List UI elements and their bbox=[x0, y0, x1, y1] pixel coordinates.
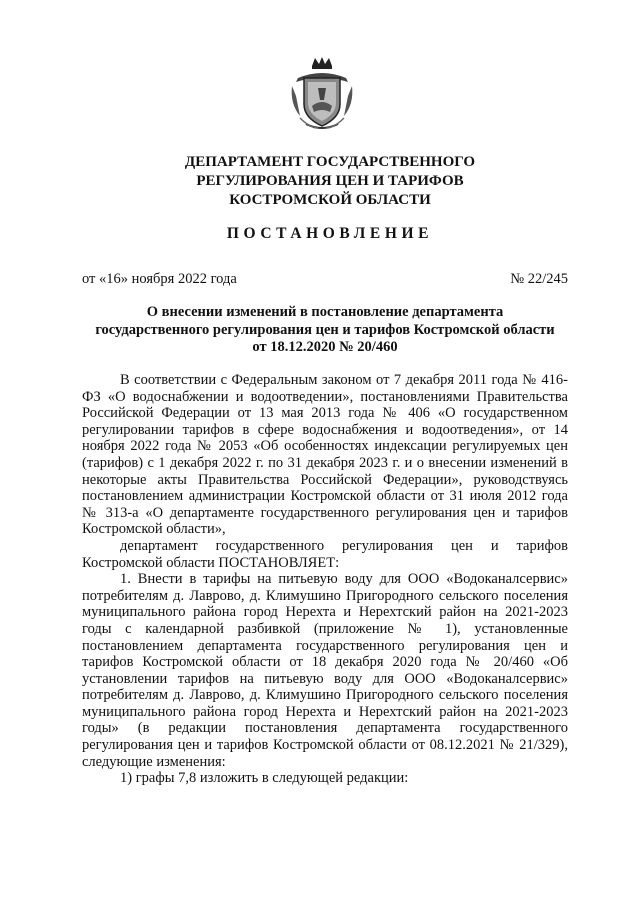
coat-of-arms-icon bbox=[288, 56, 356, 132]
body-paragraph-subitem-1: 1) графы 7,8 изложить в следующей редакции: bbox=[120, 770, 409, 787]
body-paragraph-item-1: 1. Внести в тарифы на питьевую воду для ООО «Водоканалсервис» потребителям д. Лаврово, д. Климушино Пригородного сельского поселения муниципального района город Нерехта и Нерехтский район на 2021-2023 годы с календарной разбивкой (приложение № 1), установленные постановлением департамента государственного регулирования цен и тарифов Костромской области от 18 декабря 2020 года № 20/460 «Об установлении тарифов на питьевую воду для ООО «Водоканалсервис» потребителям д. Лаврово, д. Климушино Пригородного сельского поселения муниципального района город Нерехта и Нерехтский район на 2021-2023 годы» (в редакции постановления департамента государственного регулирования цен и тарифов Костромской области от 08.12.2021 № 21/329), следующие изменения: bbox=[82, 571, 568, 770]
department-line: РЕГУЛИРОВАНИЯ ЦЕН И ТАРИФОВ bbox=[196, 173, 464, 189]
subject-line: от 18.12.2020 № 20/460 bbox=[252, 339, 398, 355]
body-paragraph-preamble: В соответствии с Федеральным законом от 7 декабря 2011 года № 416-ФЗ «О водоснабжении и водоотведении», постановлениями Правительства Российской Федерации от 13 мая 2013 года № 406 «О государственном регулировании тарифов в сфере водоснабжения и водоотведения», от 14 ноября 2022 года № 2053 «Об особенностях индексации регулируемых цен (тарифов) с 1 декабря 2022 г. по 31 декабря 2023 г. и о внесении изменений в некоторые акты Правительства Российской Федерации», руководствуясь постановлением администрации Костромской области от 31 июля 2012 года № 313-а «О департаменте государственного регулирования цен и тарифов Костромской области», bbox=[82, 372, 568, 538]
department-line: ДЕПАРТАМЕНТ ГОСУДАРСТВЕННОГО bbox=[184, 154, 476, 170]
document-subject bbox=[82, 304, 568, 357]
department-name bbox=[80, 153, 580, 210]
document-type-title: ПОСТАНОВЛЕНИЕ bbox=[226, 225, 434, 242]
subject-line: О внесении изменений в постановление департамента bbox=[146, 304, 504, 320]
document-date: от «16» ноября 2022 года bbox=[82, 271, 237, 287]
document-number: № 22/245 bbox=[510, 271, 568, 287]
date-number-line bbox=[82, 270, 568, 288]
subject-line: государственного регулирования цен и тарифов Костромской области bbox=[95, 321, 555, 338]
body-paragraph-resolves: департамент государственного регулирования цен и тарифов Костромской области ПОСТАНОВЛЯЕТ: bbox=[82, 537, 568, 571]
department-line: КОСТРОМСКОЙ ОБЛАСТИ bbox=[229, 192, 431, 208]
document-body bbox=[82, 372, 568, 787]
